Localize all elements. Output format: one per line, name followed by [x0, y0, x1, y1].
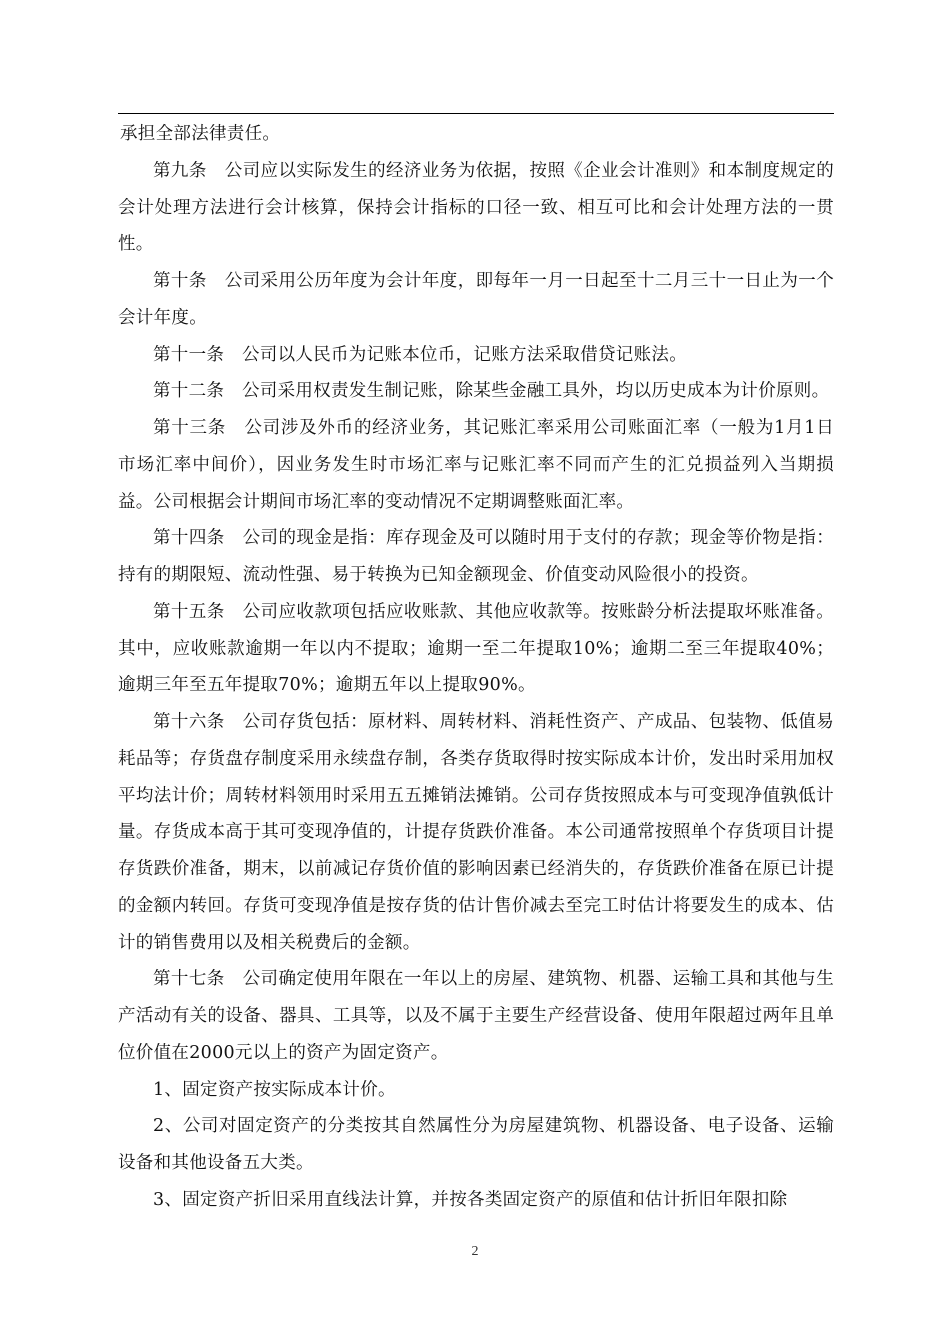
paragraph-article-15: 第十五条 公司应收款项包括应收账款、其他应收款等。按账龄分析法提取坏账准备。其中，应收账款逾期一年以内不提取；逾期一至二年提取10%；逾期二至三年提取40%；逾期三年至五年提取70%；逾期五年以上提取90%。 — [118, 601, 834, 696]
paragraph-article-9: 第九条 公司应以实际发生的经济业务为依据，按照《企业会计准则》和本制度规定的会计处理方法进行会计核算，保持会计指标的口径一致、相互可比和会计处理方法的一贯性。 — [118, 160, 834, 255]
list-item-2: 2、公司对固定资产的分类按其自然属性分为房屋建筑物、机器设备、电子设备、运输设备和其他设备五大类。 — [118, 1116, 834, 1173]
page-number: 2 — [471, 1244, 479, 1259]
paragraph-article-12: 第十二条 公司采用权责发生制记账，除某些金融工具外，均以历史成本为计价原则。 — [153, 381, 830, 402]
paragraph-article-17: 第十七条 公司确定使用年限在一年以上的房屋、建筑物、机器、运输工具和其他与生产活动有关的设备、器具、工具等，以及不属于主要生产经营设备、使用年限超过两年且单位价值在2000元以上的资产为固定资产。 — [118, 969, 834, 1063]
paragraph-article-13: 第十三条 公司涉及外币的经济业务，其记账汇率采用公司账面汇率（一般为1月1日市场汇率中间价），因业务发生时市场汇率与记账汇率不同而产生的汇兑损益列入当期损益。公司根据会计期间市场汇率的变动情况不定期调整账面汇率。 — [118, 418, 834, 512]
header-rule — [118, 113, 834, 114]
document-body — [118, 116, 834, 1219]
paragraph-article-14: 第十四条 公司的现金是指：库存现金及可以随时用于支付的存款；现金等价物是指：持有的期限短、流动性强、易于转换为已知金额现金、价值变动风险很小的投资。 — [118, 528, 834, 585]
paragraph-continuation: 承担全部法律责任。 — [120, 124, 281, 144]
paragraph-article-11: 第十一条 公司以人民币为记账本位币，记账方法采取借贷记账法。 — [153, 344, 687, 365]
paragraph-article-10: 第十条 公司采用公历年度为会计年度，即每年一月一日起至十二月三十一日止为一个会计年度。 — [118, 271, 834, 328]
list-item-1: 1、固定资产按实际成本计价。 — [153, 1079, 396, 1100]
paragraph-article-16: 第十六条 公司存货包括：原材料、周转材料、消耗性资产、产成品、包装物、低值易耗品等；存货盘存制度采用永续盘存制，各类存货取得时按实际成本计价，发出时采用加权平均法计价；周转材料领用时采用五五摊销法摊销。公司存货按照成本与可变现净值孰低计量。存货成本高于其可变现净值的，计提存货跌价准备。本公司通常按照单个存货项目计提存货跌价准备，期末，以前减记存货价值的影响因素已经消失的，存货跌价准备在原已计提的金额内转回。存货可变现净值是按存货的估计售价减去至完工时估计将要发生的成本、估计的销售费用以及相关税费后的金额。 — [118, 712, 834, 953]
list-item-3: 3、固定资产折旧采用直线法计算，并按各类固定资产的原值和估计折旧年限扣除 — [153, 1189, 788, 1210]
